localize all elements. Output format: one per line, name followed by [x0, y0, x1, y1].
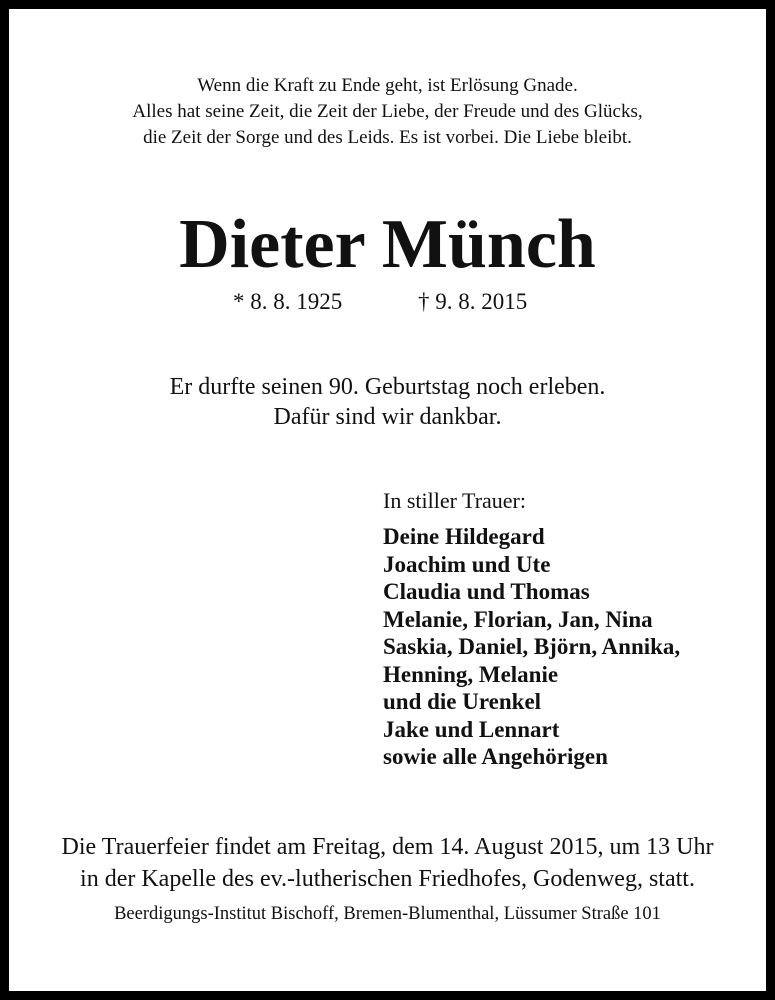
- verse-line: die Zeit der Sorge und des Leids. Es ist vorbei. Die Liebe bleibt.: [143, 127, 632, 148]
- service-line: Die Trauerfeier findet am Freitag, dem 14. August 2015, um 13 Uhr: [61, 834, 714, 860]
- verse: [9, 73, 766, 151]
- service-announcement: [9, 831, 766, 895]
- mourner-entry: Saskia, Daniel, Björn, Annika,: [383, 634, 681, 659]
- thanks-line: Er durfte seinen 90. Geburtstag noch erleben.: [169, 374, 606, 400]
- birth-date: * 8. 8. 1925: [233, 289, 343, 314]
- death-date: † 9. 8. 2015: [418, 289, 528, 314]
- obituary-notice: [9, 9, 766, 991]
- mourners-list: [383, 523, 680, 771]
- mourner-entry: Jake und Lennart: [383, 716, 560, 742]
- mourner-entry: Joachim und Ute: [383, 551, 551, 577]
- mourning-heading: In stiller Trauer:: [383, 488, 526, 513]
- mourner-entry: Claudia und Thomas: [383, 579, 590, 604]
- funeral-home: Beerdigungs-Institut Bischoff, Bremen-Blumenthal, Lüssumer Straße 101: [114, 904, 661, 924]
- mourner-entry: Henning, Melanie: [383, 661, 559, 687]
- verse-line: Wenn die Kraft zu Ende geht, ist Erlösung Gnade.: [197, 75, 578, 96]
- mourner-entry: Melanie, Florian, Jan, Nina: [383, 606, 653, 632]
- mourner-entry: Deine Hildegard: [383, 524, 545, 549]
- mourner-entry: sowie alle Angehörigen: [383, 744, 608, 769]
- verse-line: Alles hat seine Zeit, die Zeit der Liebe, der Freude und des Glücks,: [132, 101, 643, 122]
- mourner-entry: und die Urenkel: [383, 689, 542, 714]
- deceased-name: Dieter Münch: [179, 206, 596, 283]
- thanks-line: Dafür sind wir dankbar.: [273, 404, 502, 430]
- service-line: in der Kapelle des ev.-lutherischen Friedhofes, Godenweg, statt.: [80, 866, 695, 892]
- thanks-text: [9, 372, 766, 432]
